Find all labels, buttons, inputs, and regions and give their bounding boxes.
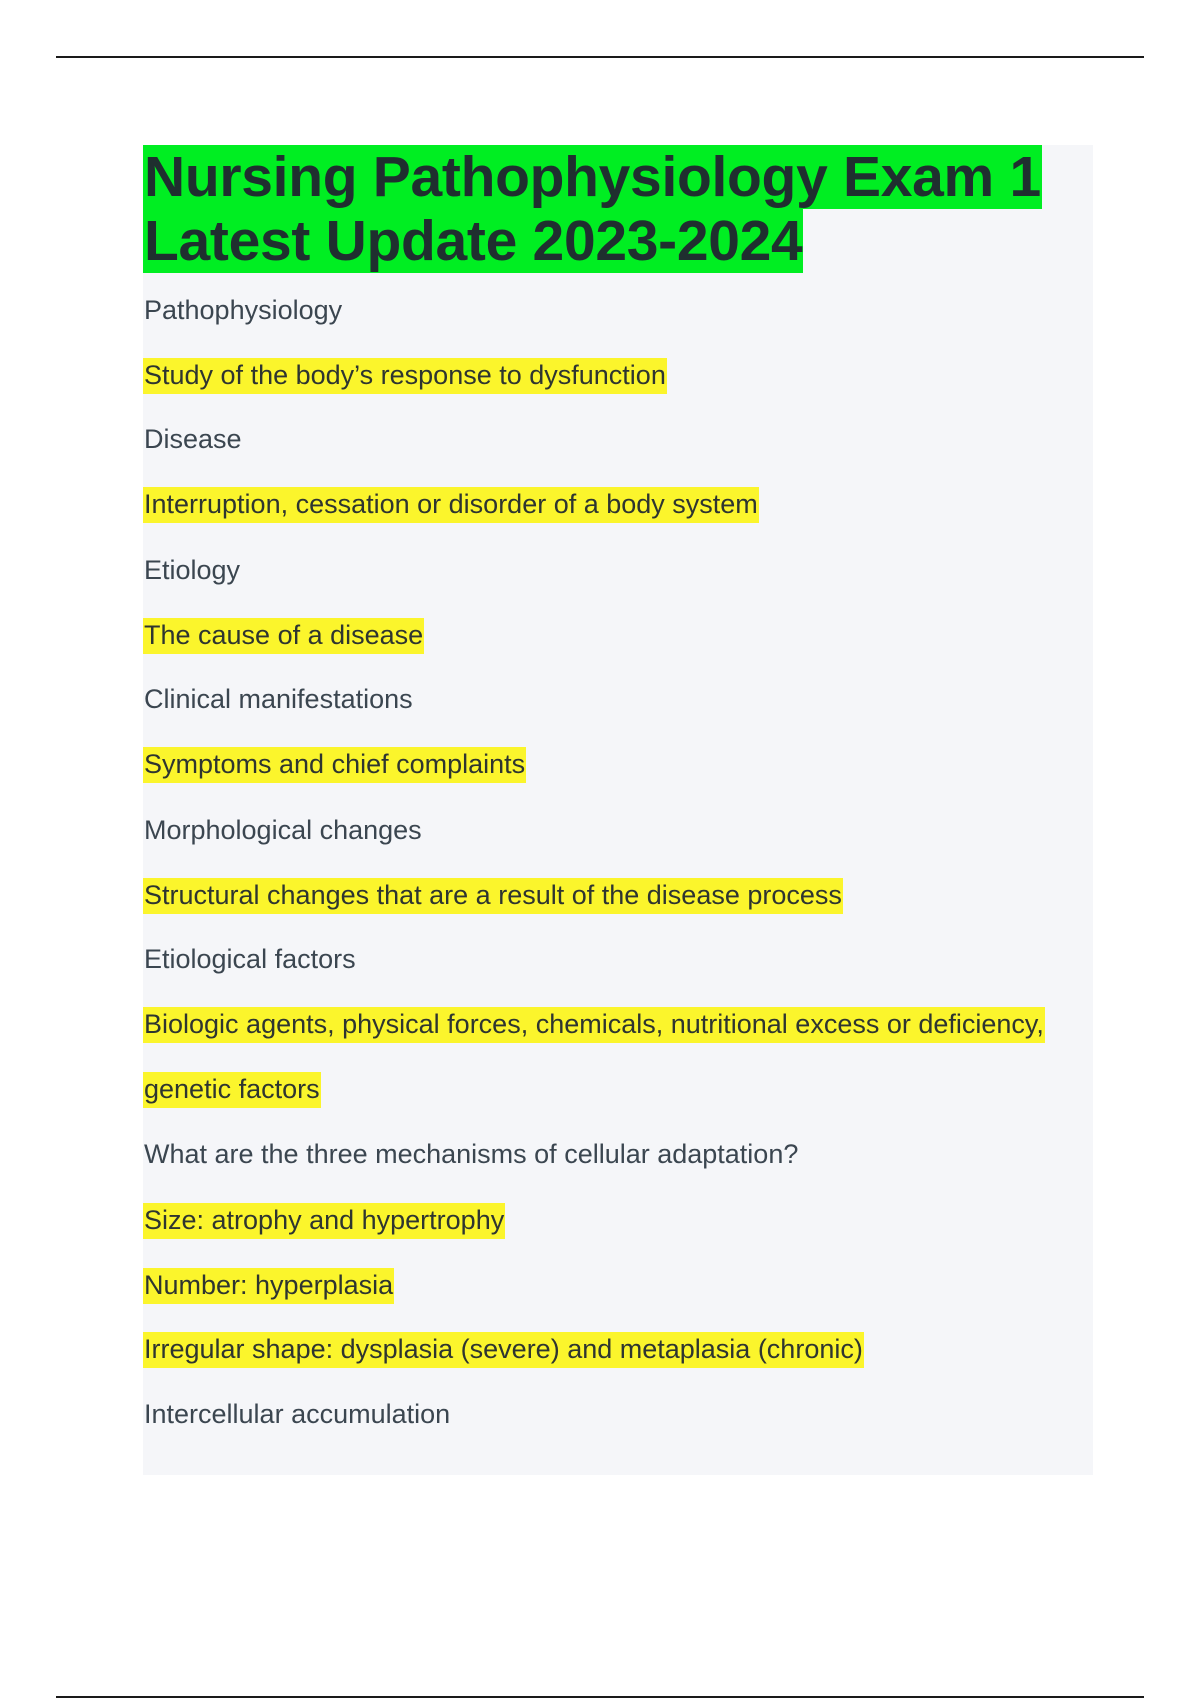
highlighted-answer: Symptoms and chief complaints [143, 747, 526, 783]
title-line-1: Nursing Pathophysiology Exam 1 [144, 145, 1041, 209]
answer-text [143, 1074, 321, 1105]
term-label: Morphological changes [144, 815, 422, 845]
term-label: Clinical manifestations [144, 684, 413, 714]
answer-text [143, 1334, 864, 1365]
question-term [143, 684, 414, 715]
question-term [143, 555, 241, 586]
highlighted-answer: Interruption, cessation or disorder of a body system [143, 487, 759, 523]
document-body [143, 145, 1093, 1475]
highlighted-answer: Irregular shape: dysplasia (severe) and metaplasia (chronic) [143, 1332, 864, 1368]
answer-text [143, 360, 667, 391]
answer-text [143, 880, 843, 911]
title-line-2: Latest Update 2023-2024 [144, 209, 803, 273]
highlighted-answer: Size: atrophy and hypertrophy [143, 1203, 505, 1239]
term-label: Etiological factors [144, 944, 356, 974]
document-title [143, 145, 1093, 273]
highlighted-answer: The cause of a disease [143, 618, 424, 654]
highlighted-answer: Biologic agents, physical forces, chemicals, nutritional excess or deficiency, [143, 1007, 1045, 1043]
header-rule [56, 56, 1144, 58]
answer-text [143, 489, 759, 520]
highlighted-answer: Number: hyperplasia [143, 1268, 394, 1304]
answer-text [143, 749, 526, 780]
answer-text [143, 1270, 394, 1301]
term-label: Pathophysiology [144, 295, 343, 325]
highlighted-answer: Study of the body’s response to dysfunction [143, 358, 667, 394]
question-term [143, 944, 357, 975]
highlighted-answer: Structural changes that are a result of the disease process [143, 878, 843, 914]
question-term [143, 815, 423, 846]
answer-text [143, 620, 424, 651]
answer-text [143, 1205, 505, 1236]
question-term [143, 1139, 799, 1170]
question-term [143, 1399, 451, 1430]
question-term [143, 295, 343, 326]
answer-text [143, 1009, 1045, 1040]
question-term [143, 424, 243, 455]
term-label: Intercellular accumulation [144, 1399, 451, 1429]
highlighted-answer: genetic factors [143, 1072, 321, 1108]
term-label: Disease [144, 424, 242, 454]
term-label: Etiology [144, 555, 241, 585]
term-label: What are the three mechanisms of cellular adaptation? [144, 1139, 799, 1169]
footer-rule [56, 1696, 1144, 1698]
